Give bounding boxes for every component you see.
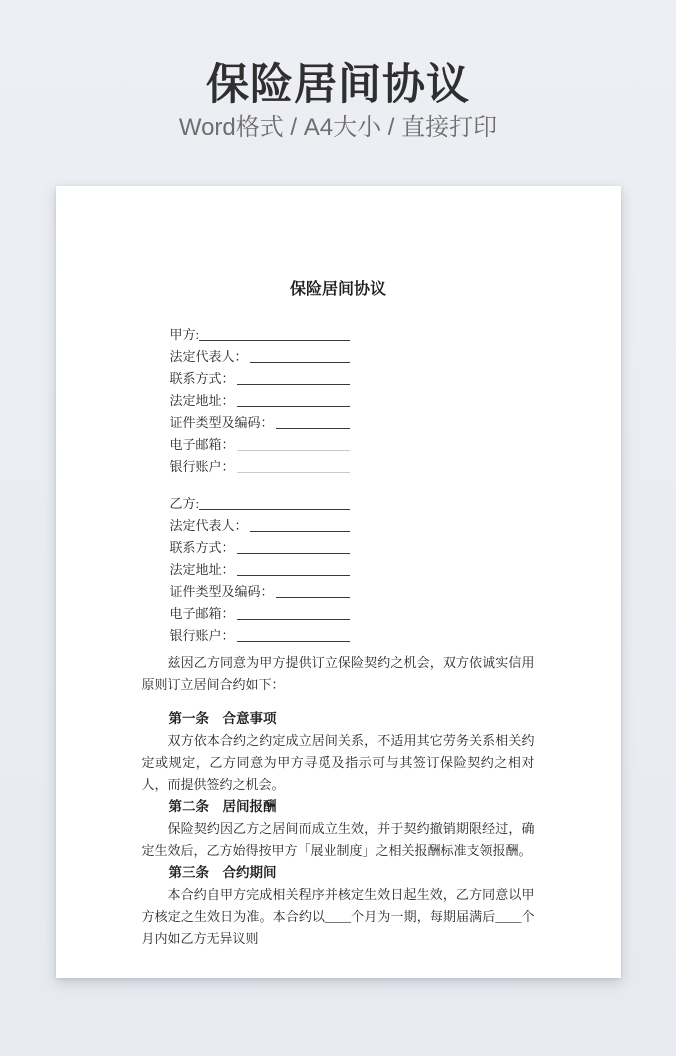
field-row-contact (170, 366, 350, 388)
blank-underline (237, 406, 350, 407)
field-label: 法定代表人： (169, 518, 248, 533)
blank-underline (250, 531, 350, 532)
field-row-email (170, 601, 350, 623)
document-preview-page (56, 186, 621, 978)
field-row-legal-representative (170, 513, 350, 535)
blank-underline (237, 619, 350, 620)
article-2-heading: 第二条 居间报酬 (168, 799, 277, 814)
blank-underline (276, 597, 350, 598)
page-title: 保险居间协议 (206, 61, 470, 109)
field-label: 法定代表人： (169, 349, 248, 364)
article-2 (142, 796, 535, 862)
blank-underline (237, 384, 350, 385)
article-3-heading: 第三条 合约期间 (168, 865, 277, 880)
article-1 (142, 708, 535, 796)
header (0, 0, 676, 186)
field-label: 联系方式： (169, 371, 235, 386)
field-row-legal-address (170, 388, 350, 410)
blank-underline (199, 509, 349, 510)
blank-underline (237, 575, 350, 576)
article-1-body: 双方依本合约之约定成立居间关系，不适用其它劳务关系相关约定或规定，乙方同意为甲方寻觅及指示可与其签订保险契约之相对人，而提供签约之机会。 (141, 733, 535, 792)
field-label: 银行账户： (169, 628, 235, 643)
party-b-fields (170, 491, 350, 645)
field-label: 甲方: (169, 327, 200, 342)
party-a-fields (170, 322, 350, 476)
field-row-bank-account (170, 454, 350, 476)
field-label: 联系方式： (169, 540, 235, 555)
field-label: 电子邮箱： (169, 437, 235, 452)
article-2-body: 保险契约因乙方之居间而成立生效，并于契约撤销期限经过，确定生效后，乙方始得按甲方「展业制度」之相关报酬标准支领报酬。 (141, 821, 535, 858)
field-row-contact (170, 535, 350, 557)
field-label: 乙方: (169, 496, 200, 511)
article-3-body: 本合约自甲方完成相关程序并核定生效日起生效，乙方同意以甲方核定之生效日为准。本合约以____个月为一期，每期届满后____个月内如乙方无异议则 (141, 887, 535, 946)
document-title: 保险居间协议 (289, 281, 386, 298)
field-row-party-b (170, 491, 350, 513)
field-row-id-type-code (170, 410, 350, 432)
field-label: 证件类型及编码： (169, 415, 274, 430)
field-row-id-type-code (170, 579, 350, 601)
field-row-party-a (170, 322, 350, 344)
blank-underline (250, 362, 350, 363)
page-subtitle: Word格式 / A4大小 / 直接打印 (178, 114, 498, 141)
blank-underline (237, 553, 350, 554)
field-row-legal-address (170, 557, 350, 579)
blank-underline (199, 340, 349, 341)
article-3 (142, 862, 535, 950)
field-row-bank-account (170, 623, 350, 645)
field-label: 证件类型及编码： (169, 584, 274, 599)
blank-underline (237, 450, 350, 451)
field-label: 银行账户： (169, 459, 235, 474)
blank-underline (237, 641, 350, 642)
field-row-email (170, 432, 350, 454)
field-label: 法定地址： (169, 393, 235, 408)
blank-underline (276, 428, 350, 429)
field-label: 法定地址： (169, 562, 235, 577)
field-row-legal-representative (170, 344, 350, 366)
article-1-heading: 第一条 合意事项 (168, 711, 277, 726)
blank-underline (237, 472, 350, 473)
field-label: 电子邮箱： (169, 606, 235, 621)
intro-paragraph: 兹因乙方同意为甲方提供订立保险契约之机会，双方依诚实信用原则订立居间合约如下： (141, 655, 535, 692)
